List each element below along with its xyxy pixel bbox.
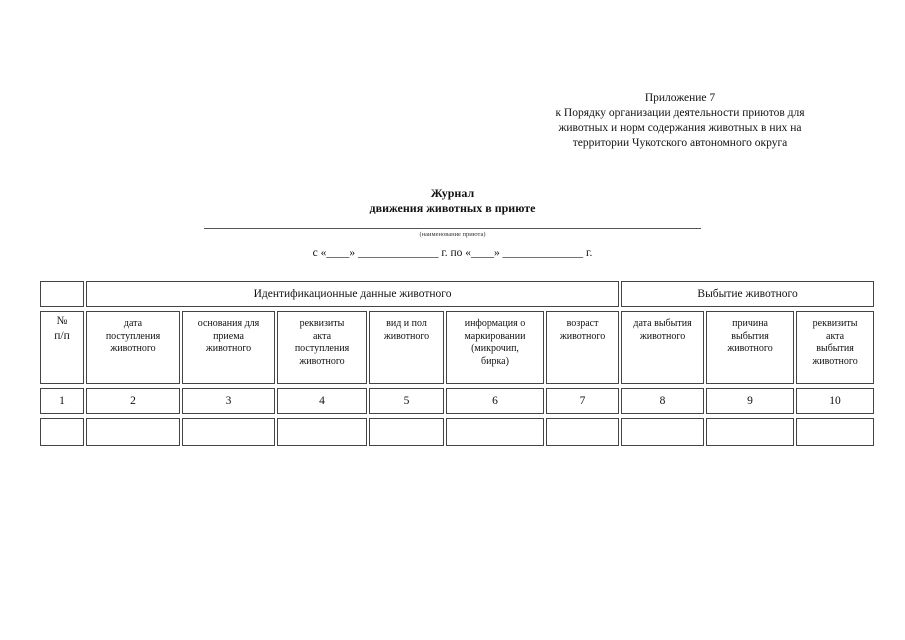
table-cell[interactable] — [446, 418, 544, 446]
document-title — [0, 186, 905, 216]
column-header-6: информация о маркировании (микрочип, бирка) — [446, 311, 544, 384]
appendix-line: территории Чукотского автономного округа — [572, 137, 788, 149]
column-header-1: № п/п — [40, 311, 84, 384]
group-header-identification: Идентификационные данные животного — [86, 281, 619, 307]
column-number-2: 2 — [86, 388, 180, 414]
shelter-name-line — [204, 228, 701, 229]
column-header-10: реквизиты акта выбытия животного — [796, 311, 874, 384]
empty-header-cell — [40, 281, 84, 307]
column-number-8: 8 — [621, 388, 704, 414]
journal-table — [38, 281, 876, 446]
column-number-6: 6 — [446, 388, 544, 414]
shelter-name-caption: (наименование приюта) — [419, 231, 486, 238]
column-number-9: 9 — [706, 388, 794, 414]
title-line-2: движения животных в приюте — [369, 201, 536, 215]
table-row — [40, 418, 874, 446]
table-cell[interactable] — [706, 418, 794, 446]
table-column-number-row — [40, 388, 874, 414]
title-line-1: Журнал — [430, 186, 475, 200]
table-cell[interactable] — [182, 418, 275, 446]
table-cell[interactable] — [369, 418, 444, 446]
column-number-3: 3 — [182, 388, 275, 414]
column-header-9: причина выбытия животного — [706, 311, 794, 384]
appendix-line: Приложение 7 — [644, 92, 716, 104]
table-cell[interactable] — [546, 418, 619, 446]
table-group-header-row — [40, 281, 874, 307]
appendix-line: к Порядку организации деятельности приютов для — [555, 107, 805, 119]
group-header-departure: Выбытие животного — [621, 281, 874, 307]
appendix-line: животных и норм содержания животных в них на — [558, 122, 802, 134]
table-column-header-row — [40, 311, 874, 384]
column-number-4: 4 — [277, 388, 367, 414]
table-cell[interactable] — [86, 418, 180, 446]
appendix-block — [525, 91, 835, 151]
column-number-7: 7 — [546, 388, 619, 414]
table-cell[interactable] — [277, 418, 367, 446]
column-header-3: основания для приема животного — [182, 311, 275, 384]
column-number-5: 5 — [369, 388, 444, 414]
column-number-1: 1 — [40, 388, 84, 414]
column-header-4: реквизиты акта поступления животного — [277, 311, 367, 384]
column-header-7: возраст животного — [546, 311, 619, 384]
column-header-2: дата поступления животного — [86, 311, 180, 384]
table-cell[interactable] — [796, 418, 874, 446]
table-cell[interactable] — [40, 418, 84, 446]
table-cell[interactable] — [621, 418, 704, 446]
period-range: с «____» ______________ г. по «____» ______________ г. — [312, 247, 593, 259]
column-header-8: дата выбытия животного — [621, 311, 704, 384]
column-number-10: 10 — [796, 388, 874, 414]
column-header-5: вид и пол животного — [369, 311, 444, 384]
